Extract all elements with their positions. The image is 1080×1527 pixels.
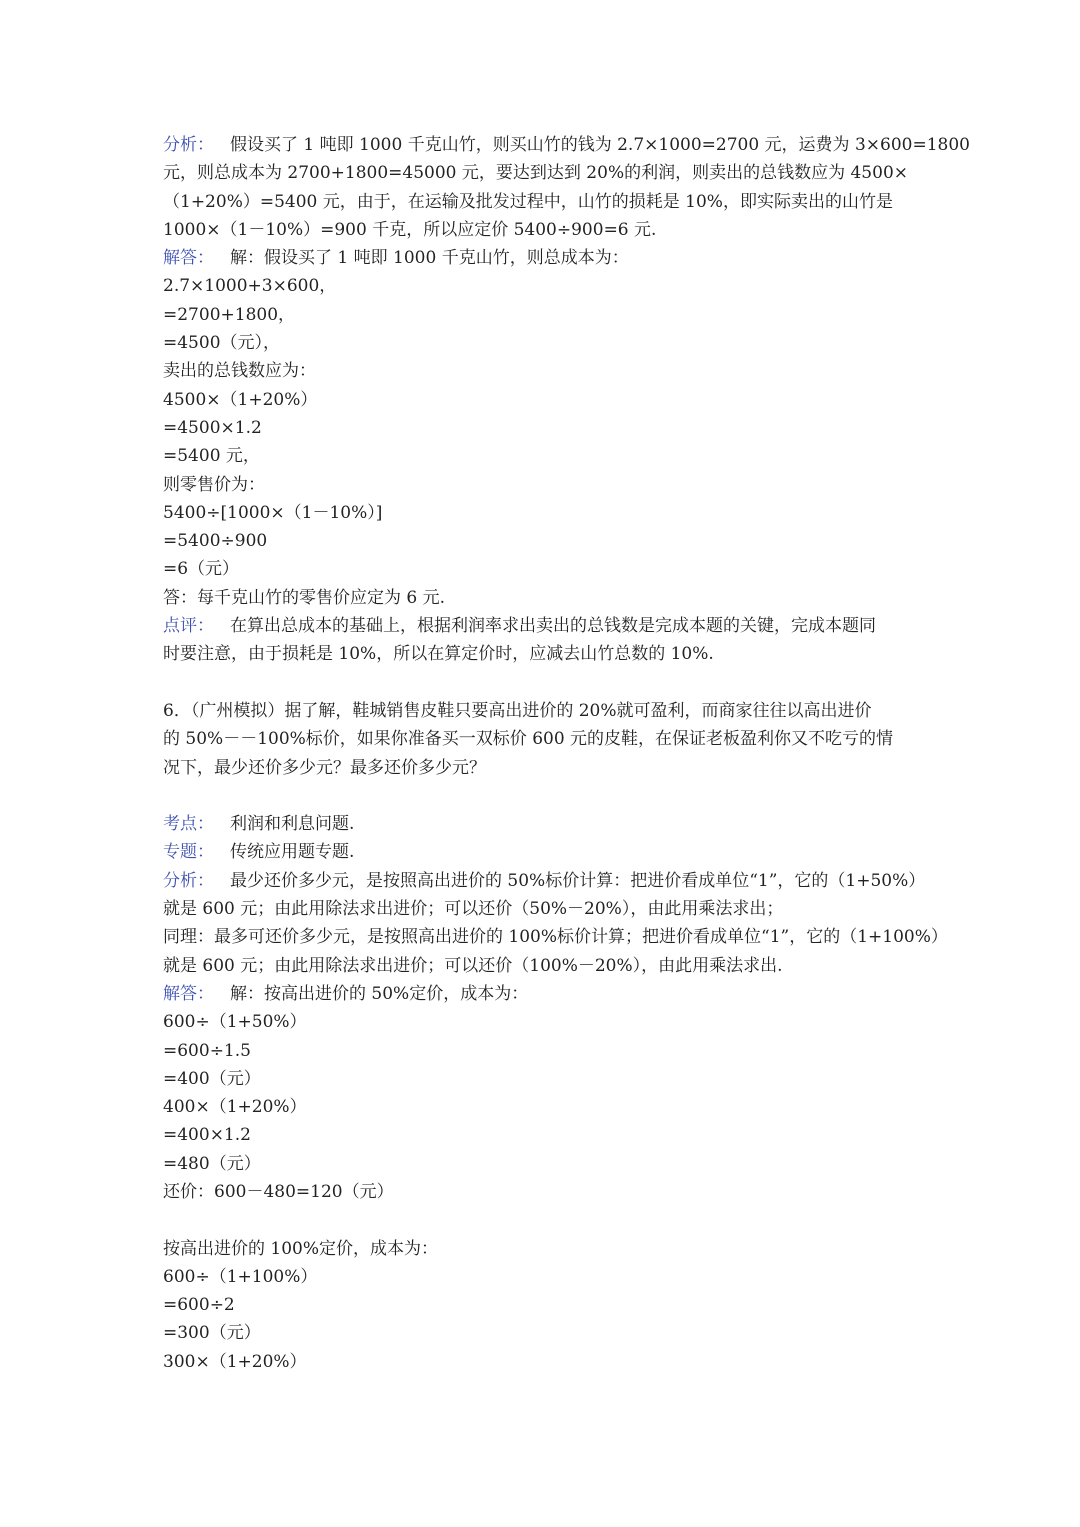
calc-line: 4500×（1+20%） [163, 389, 318, 410]
analysis-line [163, 131, 970, 159]
analysis-text: 假设买了 1 吨即 1000 千克山竹，则买山竹的钱为 2.7×1000=2700 元，运费为 3×600=1800 [230, 135, 970, 155]
answer-line [163, 244, 923, 272]
calc-line: 5400÷[1000×（1－10%）] [163, 502, 383, 523]
spacer [163, 782, 923, 810]
answer-text: 解：按高出进价的 50%定价，成本为： [230, 983, 529, 1004]
key-point-label: 考点： [163, 814, 214, 835]
topic-label: 专题： [163, 842, 214, 863]
calc-line: 600÷（1+100%） [163, 1266, 318, 1287]
topic-line [163, 838, 923, 866]
calc-line: 2.7×1000+3×600， [163, 276, 337, 297]
answer-label: 解答： [163, 248, 214, 269]
calc-line: =5400÷900 [163, 531, 268, 552]
calc-line: 按高出进价的 100%定价，成本为： [163, 1238, 439, 1259]
calc-line: =4500×1.2 [163, 417, 262, 438]
calc-line: =480（元） [163, 1153, 261, 1174]
analysis-line: （1+20%）=5400 元，由于，在运输及批发过程中，山竹的损耗是 10%，即实际卖出的山竹是 [163, 191, 893, 212]
comment-label: 点评： [163, 616, 214, 637]
topic-text: 传统应用题专题. [230, 842, 355, 863]
key-point-line [163, 810, 923, 838]
analysis-text: 最少还价多少元，是按照高出进价的 50%标价计算：把进价看成单位“1”，它的（1+50%） [230, 870, 926, 891]
answer-text: 解：假设买了 1 吨即 1000 千克山竹，则总成本为： [230, 248, 629, 269]
calc-line: 400×（1+20%） [163, 1097, 307, 1118]
analysis-label: 分析： [163, 870, 214, 891]
analysis-line: 就是 600 元；由此用除法求出进价；可以还价（100%－20%），由此用乘法求出. [163, 955, 783, 976]
analysis-line: 元，则总成本为 2700+1800=45000 元，要达到达到 20%的利润，则卖出的总钱数应为 4500× [163, 163, 909, 184]
document-page [163, 131, 970, 1376]
calc-line: 300×（1+20%） [163, 1351, 307, 1372]
spacer [163, 1206, 923, 1234]
analysis-label: 分析： [163, 135, 214, 155]
calc-line: 则零售价为： [163, 474, 265, 495]
comment-text: 在算出总成本的基础上，根据利润率求出卖出的总钱数是完成本题的关键，完成本题同 [230, 616, 876, 637]
calc-line: 还价：600－480=120（元） [163, 1181, 394, 1202]
analysis-line: 1000×（1－10%）=900 千克，所以应定价 5400÷900=6 元. [163, 219, 657, 240]
calc-line: =600÷2 [163, 1295, 235, 1316]
key-point-text: 利润和利息问题. [230, 814, 355, 835]
answer-line [163, 980, 923, 1008]
calc-line: =5400 元， [163, 446, 260, 467]
comment-line [163, 612, 923, 640]
calc-line: 600÷（1+50%） [163, 1012, 307, 1033]
calc-line: =6（元） [163, 559, 240, 580]
analysis-line: 同理：最多可还价多少元，是按照高出进价的 100%标价计算；把进价看成单位“1”，它的（1+100%） [163, 927, 948, 948]
calc-line: =400（元） [163, 1068, 261, 1089]
question-line: 的 50%－－100%标价，如果你准备买一双标价 600 元的皮鞋，在保证老板盈利你又不吃亏的情 [163, 729, 894, 750]
calc-line: =600÷1.5 [163, 1040, 251, 1061]
calc-line: =300（元） [163, 1323, 261, 1344]
answer-label: 解答： [163, 983, 214, 1004]
analysis-line: 就是 600 元；由此用除法求出进价；可以还价（50%－20%），由此用乘法求出； [163, 899, 784, 920]
question-line: 况下，最少还价多少元？最多还价多少元？ [163, 757, 486, 778]
analysis-line [163, 867, 926, 895]
final-answer-line: 答：每千克山竹的零售价应定为 6 元. [163, 587, 446, 608]
comment-line: 时要注意，由于损耗是 10%，所以在算定价时，应减去山竹总数的 10%. [163, 644, 714, 665]
calc-line: =4500（元）， [163, 333, 281, 354]
calc-line: =400×1.2 [163, 1125, 251, 1146]
calc-line: 卖出的总钱数应为： [163, 361, 316, 382]
question-line: 6．（广州模拟）据了解，鞋城销售皮鞋只要高出进价的 20%就可盈利，而商家往往以高出进价 [163, 700, 872, 721]
calc-line: =2700+1800， [163, 304, 296, 325]
spacer [163, 669, 923, 697]
